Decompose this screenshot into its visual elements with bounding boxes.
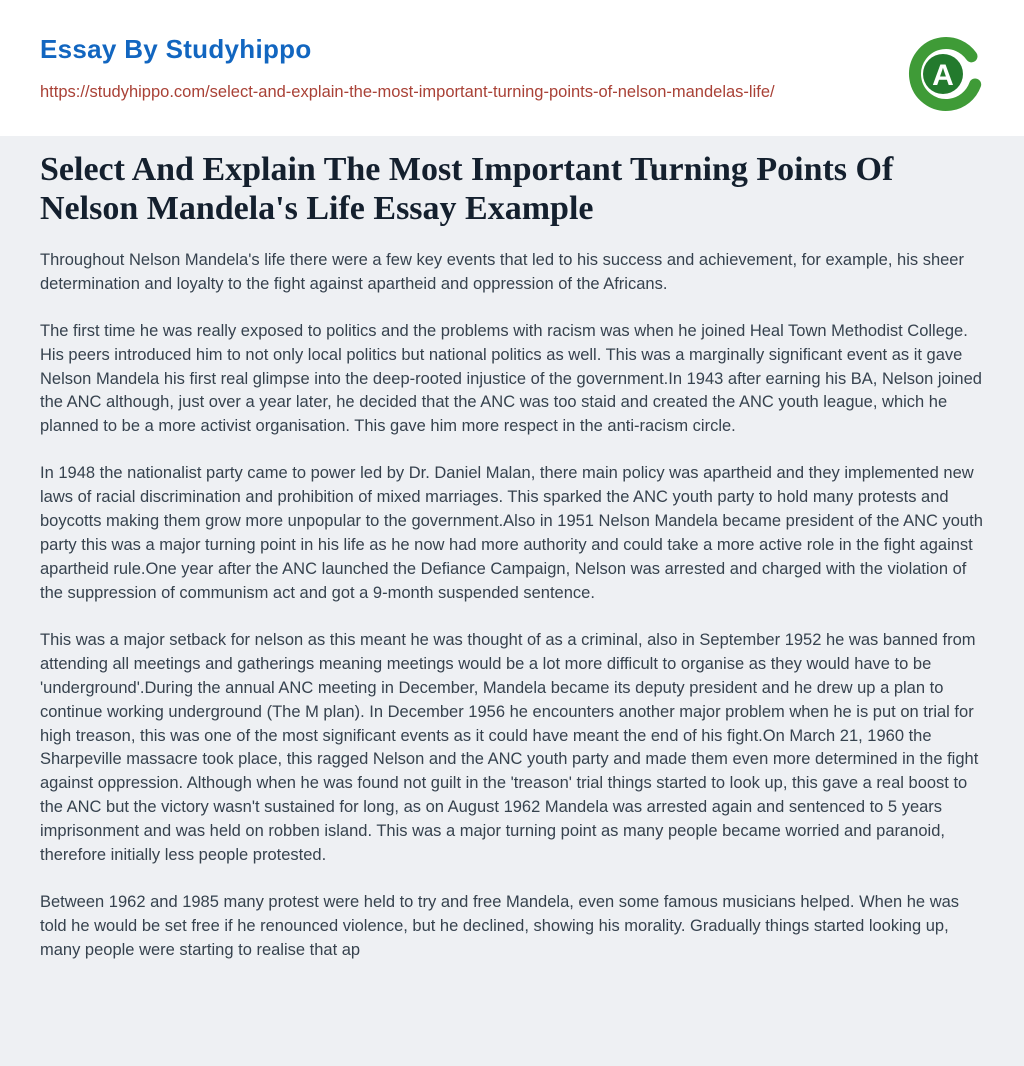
header-text-block	[40, 34, 775, 105]
article-body	[40, 249, 984, 963]
article-paragraph-2: The first time he was really exposed to politics and the problems with racism was when he joined Heal Town Methodist College. His peers introduced him to not only local politics but national politics as well. This was a marginally significant event as it gave Nelson Mandela his first real glimpse into the deep-rooted injustice of the government.In 1943 after earning his BA, Nelson joined the ANC although, just over a year later, he decided that the ANC was too staid and created the ANC youth league, which he planned to be a more activist organisation. This gave him more respect in the anti-racism circle.	[40, 321, 982, 436]
article-title: Select And Explain The Most Important Turning Points Of Nelson Mandela's Life Essay Example	[40, 151, 894, 228]
article-paragraph-1: Throughout Nelson Mandela's life there were a few key events that led to his success and achievement, for example, his sheer determination and loyalty to the fight against apartheid and oppression of the Africans.	[40, 250, 964, 293]
article-paragraph-4: This was a major setback for nelson as this meant he was thought of as a criminal, also in September 1952 he was banned from attending all meetings and gatherings meaning meetings would be a lot more difficult to organise as they would have to be 'underground'.During the annual ANC meeting in December, Mandela became its deputy president and he drew up a plan to continue working underground (The M plan). In December 1956 he encounters another major problem when he is put on trial for high treason, this was one of the most significant events as it could have meant the end of his fight.On March 21, 1960 the Sharpeville massacre took place, this ragged Nelson and the ANC youth party and made them even more determined in the fight against oppression. Although when he was found not guilt in the 'treason' trial things started to look up, this gave a real boost to the ANC but the victory wasn't sustained for long, as on August 1962 Mandela was arrested again and sentenced to 5 years imprisonment and was held on robben island. This was a major turning point as many people became worried and paranoid, therefore initially less people protested.	[40, 630, 979, 865]
studyhippo-logo-icon	[908, 36, 984, 112]
logo-letter: A	[932, 59, 954, 92]
article-paragraph-5: Between 1962 and 1985 many protest were held to try and free Mandela, even some famous musicians helped. When he was told he would be set free if he renounced violence, but he declined, showing his morality. Gradually things started looking up, many people were starting to realise that ap	[40, 893, 960, 959]
article-paragraph-3: In 1948 the nationalist party came to power led by Dr. Daniel Malan, there main policy was apartheid and they implemented new laws of racial discrimination and prohibition of mixed marriages. This sparked the ANC youth party to hold many protests and boycotts making them grow more unpopular to the government.Also in 1951 Nelson Mandela became president of the ANC youth party this was a major turning point in his life as he now had more authority and could take a more active role in the fight against apartheid rule.One year after the ANC launched the Defiance Campaign, Nelson was arrested and charged with the violation of the suppression of communism act and got a 9-month suspended sentence.	[40, 464, 983, 602]
site-title: Essay By Studyhippo	[40, 34, 312, 64]
article	[0, 136, 1024, 963]
site-header	[0, 0, 1024, 136]
article-url-link[interactable]: https://studyhippo.com/select-and-explain-the-most-important-turning-points-of-nelson-mandelas-life/	[40, 83, 775, 101]
